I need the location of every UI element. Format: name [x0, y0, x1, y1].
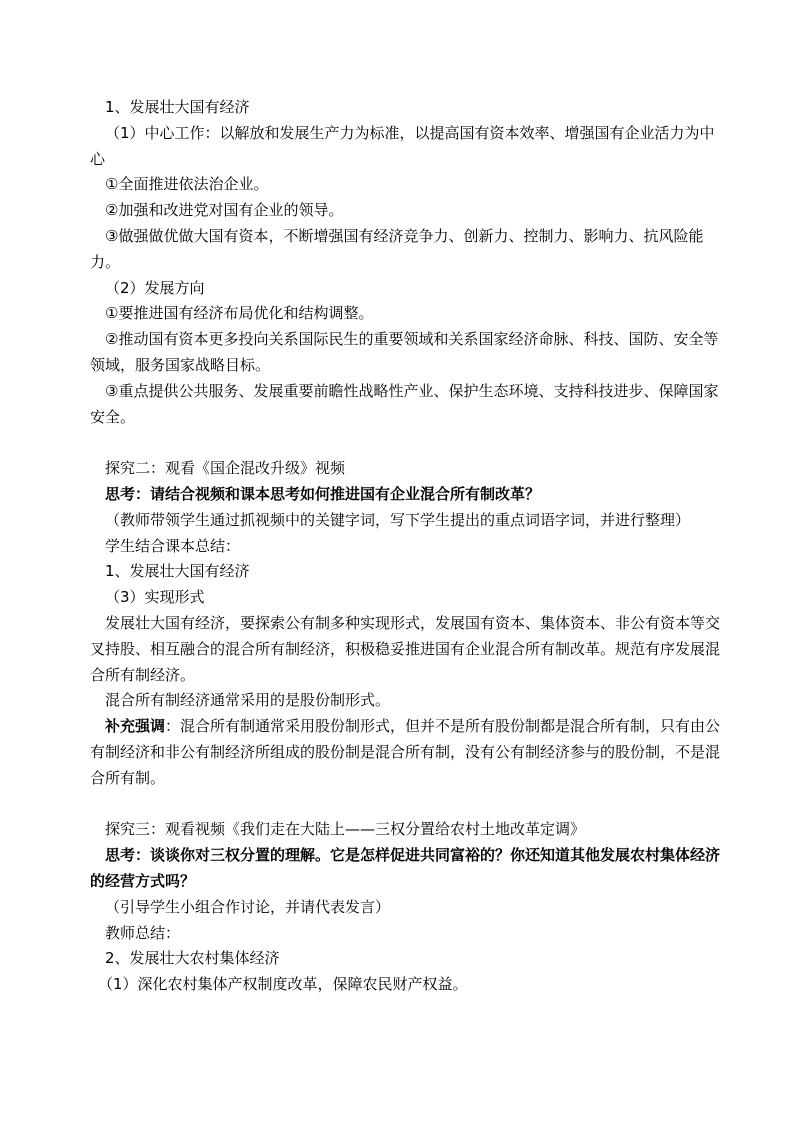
list-item-public-services: ③重点提供公共服务、发展重要前瞻性战略性产业、保护生态环境、支持科技进步、保障国家安全。	[90, 381, 719, 426]
list-item-layout-optimization: ①要推进国有经济布局优化和结构调整。	[105, 304, 374, 323]
explore2-title: 探究二：观看《国企混改升级》视频	[105, 459, 346, 478]
list-item-strengthen-capital: ③做强做优做大国有资本，不断增强国有经济竞争力、创新力、控制力、影响力、抗风险能力。	[90, 226, 704, 271]
list-item-key-fields: ②推动国有资本更多投向关系国际民生的重要领域和关系国家经济命脉、科技、国防、安全等领域，服务国家战略目标。	[90, 330, 719, 374]
section-heading-state-economy: 1、发展壮大国有经济	[105, 98, 250, 116]
emphasis-text: ：混合所有制通常采用股份制形式，但并不是所有股份制都是混合所有制，只有由公有制经济和非公有制经济所组成的股份制是混合所有制，没有公有制经济参与的股份制，不是混合所有制。	[90, 717, 721, 787]
explore3-title: 探究三：观看视频《我们走在大陆上——三权分置给农村土地改革定调》	[105, 820, 586, 839]
explore2-summary-intro: 学生结合课本总结：	[105, 536, 241, 555]
spacer	[90, 430, 722, 456]
list-item-party-leadership: ②加强和改进党对国有企业的领导。	[105, 201, 344, 220]
spacer	[90, 792, 722, 818]
explore3-question: 思考：谈谈你对三权分置的理解。它是怎样促进共同富裕的？你还知道其他发展农村集体经济的经营方式吗？	[90, 846, 721, 890]
explore3-teacher-note: （引导学生小组合作讨论，并请代表发言）	[105, 897, 391, 916]
explore3-heading: 2、发展壮大农村集体经济	[105, 949, 280, 968]
explore2-question: 思考：请结合视频和课本思考如何推进国有企业混合所有制改革？	[105, 484, 541, 503]
subsection-implementation-form: （3）实现形式	[105, 588, 205, 607]
paragraph-emphasis	[90, 714, 722, 791]
explore3-summary-intro: 教师总结：	[105, 923, 181, 942]
emphasis-label: 补充强调	[105, 717, 166, 736]
explore2-heading: 1、发展壮大国有经济	[105, 562, 250, 581]
subsection-central-task: （1）中心工作：以解放和发展生产力为标准，以提高国有资本效率、增强国有企业活力为中心	[90, 123, 715, 168]
document-body	[90, 95, 722, 998]
subsection-direction: （2）发展方向	[105, 278, 205, 297]
paragraph-joint-stock: 混合所有制经济通常采用的是股份制形式。	[105, 691, 391, 710]
paragraph-mixed-ownership: 发展壮大国有经济，要探索公有制多种实现形式，发展国有资本、集体资本、非公有资本等交叉持股、相互融合的混合所有制经济，积极稳妥推进国有企业混合所有制改革。规范有序发展混合所有制经济。	[90, 613, 721, 684]
list-item-rule-of-law: ①全面推进依法治企业。	[105, 175, 269, 194]
explore2-teacher-note: （教师带领学生通过抓视频中的关键字词，写下学生提出的重点词语字词，并进行整理）	[105, 510, 691, 529]
explore3-sub1: （1）深化农村集体产权制度改革，保障农民财产权益。	[98, 975, 468, 994]
